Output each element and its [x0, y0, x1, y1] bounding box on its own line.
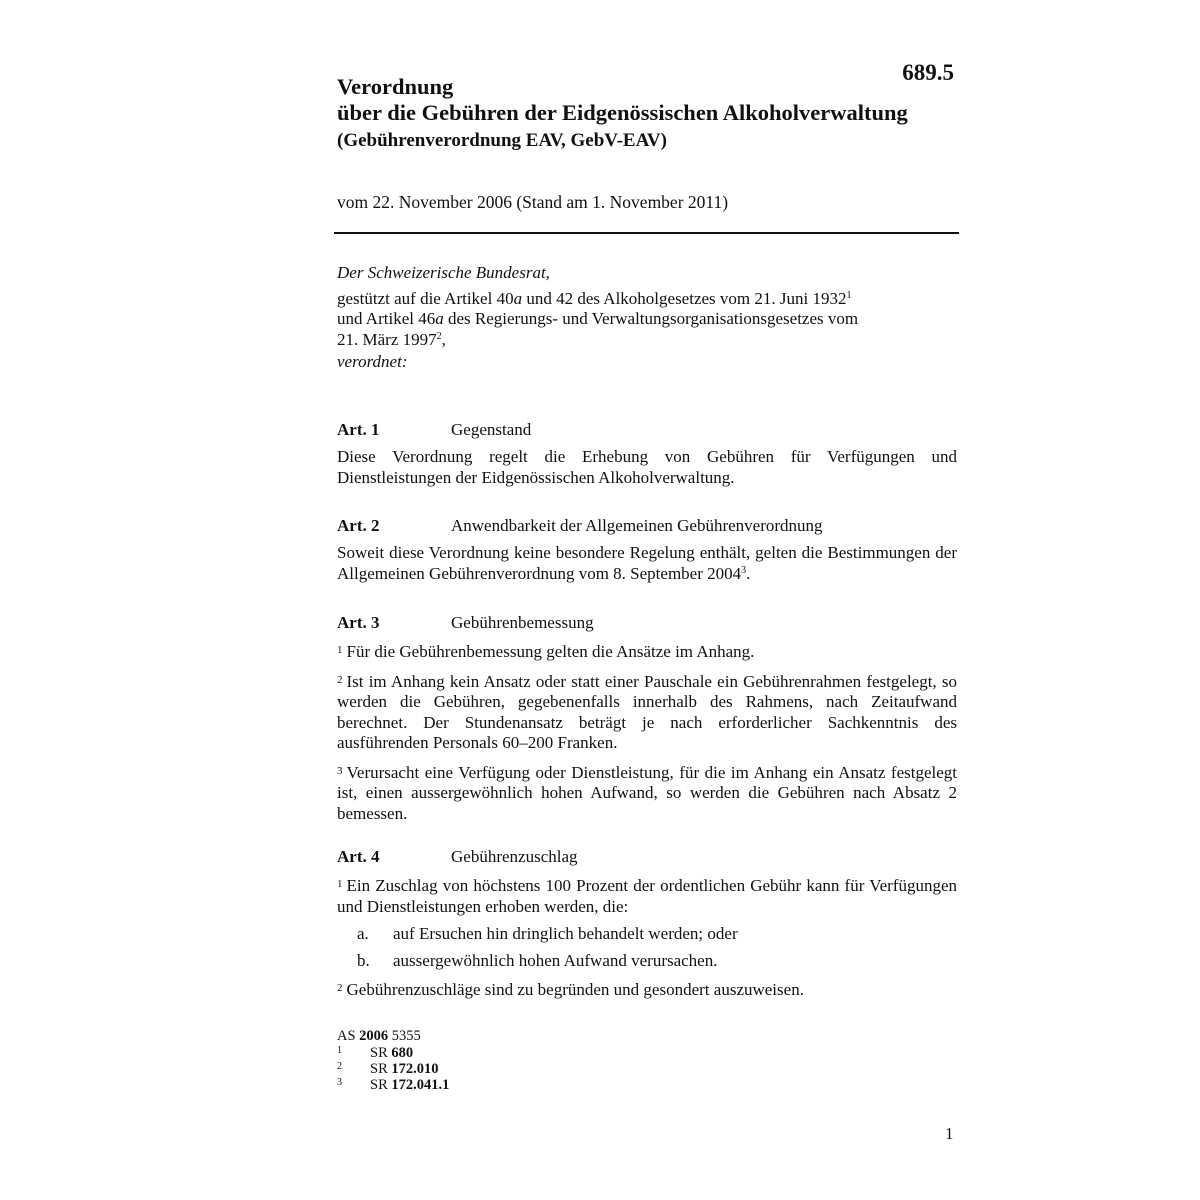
footnote: 3 SR 172.041.1	[337, 1077, 450, 1093]
article-number: Art. 2	[337, 516, 380, 535]
paragraph: $^2$ Gebührenzuschläge sind zu begründen und gesondert auszuweisen.	[337, 980, 804, 999]
paragraph: $^1$ Für die Gebührenbemessung gelten die Ansätze im Anhang.	[337, 642, 755, 661]
paragraph: $^2$ Ist im Anhang kein Ansatz oder statt einer Pauschale ein Gebührenrahmen festgelegt, so werden die Gebühren, gegebenenfalls innerhalb des Rahmens, nach Zeitaufwand berechnet. Der Stundenansatz beträgt je nach erforderlicher Sachkenntnis des ausführenden Personals 60–200 Franken.	[337, 671, 957, 752]
paragraph: $^1$ Ein Zuschlag von höchstens 100 Prozent der ordentlichen Gebühr kann für Verfügungen und Dienstleistungen erhoben werden, die:	[337, 876, 957, 916]
article-2	[337, 516, 957, 584]
sr-number: 689.5	[902, 60, 954, 85]
article-text: Soweit diese Verordnung keine besondere Regelung enthält, gelten die Bestimmungen der Allgemeinen Gebührenverordnung vom 8. September 2004$^3$.	[337, 543, 957, 583]
sr-reference[interactable]: 172.010	[391, 1061, 439, 1077]
enactment-date: vom 22. November 2006 (Stand am 1. November 2011)	[337, 192, 729, 212]
footnote-mark: 2	[337, 1061, 342, 1072]
article-number: Art. 3	[337, 613, 380, 632]
footnote-mark: 1	[337, 1045, 342, 1056]
footnote-ref[interactable]: 3	[741, 564, 747, 576]
preamble	[337, 263, 957, 373]
title-line-2: über die Gebühren der Eidgenössischen Alkoholverwaltung	[337, 100, 908, 125]
footnote-ref[interactable]: 2	[436, 330, 442, 342]
list-item	[337, 924, 957, 944]
header-divider	[334, 232, 959, 234]
list-marker: a.	[357, 924, 369, 943]
preamble-basis: gestützt auf die Artikel 40a und 42 des Alkoholgesetzes vom 21. Juni 1932$^1$ und Artikel 46a des Regierungs- und Verwaltungsorganisationsgesetzes vom 21. März 1997$^2$,	[337, 288, 859, 349]
title-line-1: Verordnung	[337, 74, 454, 99]
list-marker: b.	[357, 951, 370, 970]
footnote: 1 SR 680	[337, 1045, 414, 1061]
list-text: auf Ersuchen hin dringlich behandelt werden; oder	[393, 924, 738, 943]
preamble-decree: verordnet:	[337, 352, 408, 371]
article-heading	[337, 516, 957, 536]
article-4	[337, 847, 957, 1001]
paragraph: $^3$ Verursacht eine Verfügung oder Dienstleistung, für die im Anhang ein Ansatz festgelegt ist, einen aussergewöhnlich hohen Aufwand, so werden die Gebühren nach Absatz 2 bemessen.	[337, 762, 957, 823]
article-title: Gebührenzuschlag	[451, 847, 578, 866]
title-block	[337, 74, 967, 156]
article-3	[337, 613, 957, 824]
footnote-ref[interactable]: 1	[846, 289, 852, 301]
article-title: Gegenstand	[451, 420, 532, 439]
list-item	[337, 951, 957, 971]
short-title: (Gebührenverordnung EAV, GebV-EAV)	[337, 130, 667, 151]
sr-reference[interactable]: 172.041.1	[391, 1077, 450, 1093]
footnote-mark: 3	[337, 1077, 342, 1088]
article-heading	[337, 420, 957, 440]
official-source: AS 2006 5355	[337, 1028, 421, 1044]
article-title: Anwendbarkeit der Allgemeinen Gebührenverordnung	[451, 516, 823, 535]
article-number: Art. 1	[337, 420, 380, 439]
sr-reference[interactable]: 680	[391, 1045, 414, 1061]
article-heading	[337, 847, 957, 867]
footnote: 2 SR 172.010	[337, 1061, 439, 1077]
article-title: Gebührenbemessung	[451, 613, 594, 632]
article-text: Diese Verordnung regelt die Erhebung von Gebühren für Verfügungen und Dienstleistungen der Eidgenössischen Alkoholverwaltung.	[337, 447, 957, 487]
list-text: aussergewöhnlich hohen Aufwand verursachen.	[393, 951, 718, 970]
article-number: Art. 4	[337, 847, 380, 866]
preamble-authority: Der Schweizerische Bundesrat,	[337, 263, 550, 282]
article-heading	[337, 613, 957, 633]
page-number: 1	[945, 1124, 954, 1143]
article-1	[337, 420, 957, 488]
footnotes	[337, 1028, 449, 1093]
